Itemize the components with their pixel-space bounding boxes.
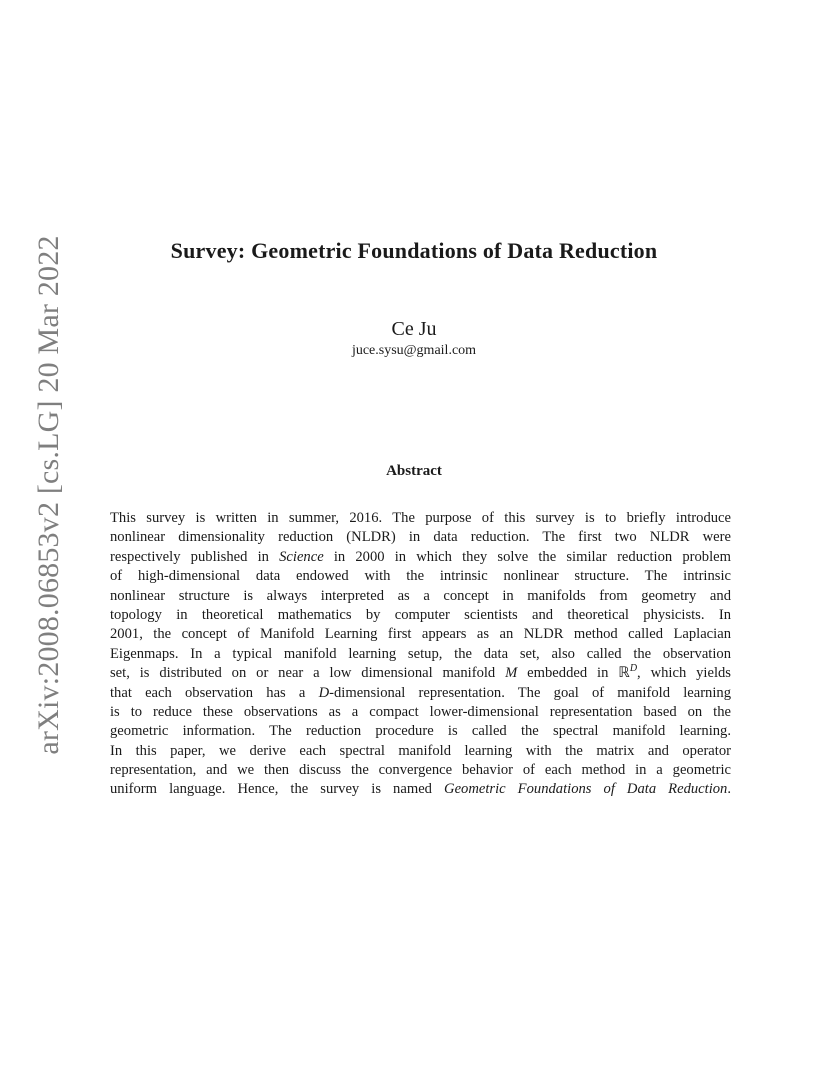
abstract-line: geometric information. The reduction procedure is called the spectral manifold learning. (110, 723, 731, 740)
paper-title: Survey: Geometric Foundations of Data Reduction (170, 238, 658, 263)
abstract-line: set, is distributed on or near a low dimensional manifold M embedded in ℝ$^D$, which yields (110, 663, 731, 682)
abstract-line: topology in theoretical mathematics by computer scientists and theoretical physicists. In (110, 606, 731, 623)
author-name: Ce Ju (391, 318, 437, 340)
abstract-line: nonlinear dimensionality reduction (NLDR) in data reduction. The first two NLDR were (110, 529, 731, 546)
abstract-line: respectively published in Science in 2000 in which they solve the similar reduction problem (110, 548, 731, 565)
abstract-line: This survey is written in summer, 2016. The purpose of this survey is to briefly introduce (110, 510, 731, 526)
abstract-heading: Abstract (386, 463, 442, 479)
abstract-line: nonlinear structure is always interpreted as a concept in manifolds from geometry and (110, 587, 731, 604)
arxiv-id: arXiv:2008.06853v2 [cs.LG] 20 Mar 2022 (32, 235, 65, 755)
abstract-line: 2001, the concept of Manifold Learning first appears as an NLDR method called Laplacian (110, 626, 731, 643)
author-email: juce.sysu@gmail.com (351, 343, 477, 358)
abstract-line: representation, and we then discuss the convergence behavior of each method in a geometric (110, 762, 731, 779)
abstract-line: that each observation has a D-dimensional representation. The goal of manifold learning (110, 684, 732, 701)
abstract-line: of high-dimensional data endowed with the intrinsic nonlinear structure. The intrinsic (110, 568, 731, 585)
abstract-line: uniform language. Hence, the survey is named Geometric Foundations of Data Reduction. (110, 781, 731, 798)
abstract-line: In this paper, we derive each spectral manifold learning with the matrix and operator (110, 742, 731, 759)
abstract-line: is to reduce these observations as a compact lower-dimensional representation based on the (110, 703, 731, 720)
abstract-body (110, 509, 731, 800)
abstract-line: Eigenmaps. In a typical manifold learning setup, the data set, also called the observation (110, 645, 731, 662)
